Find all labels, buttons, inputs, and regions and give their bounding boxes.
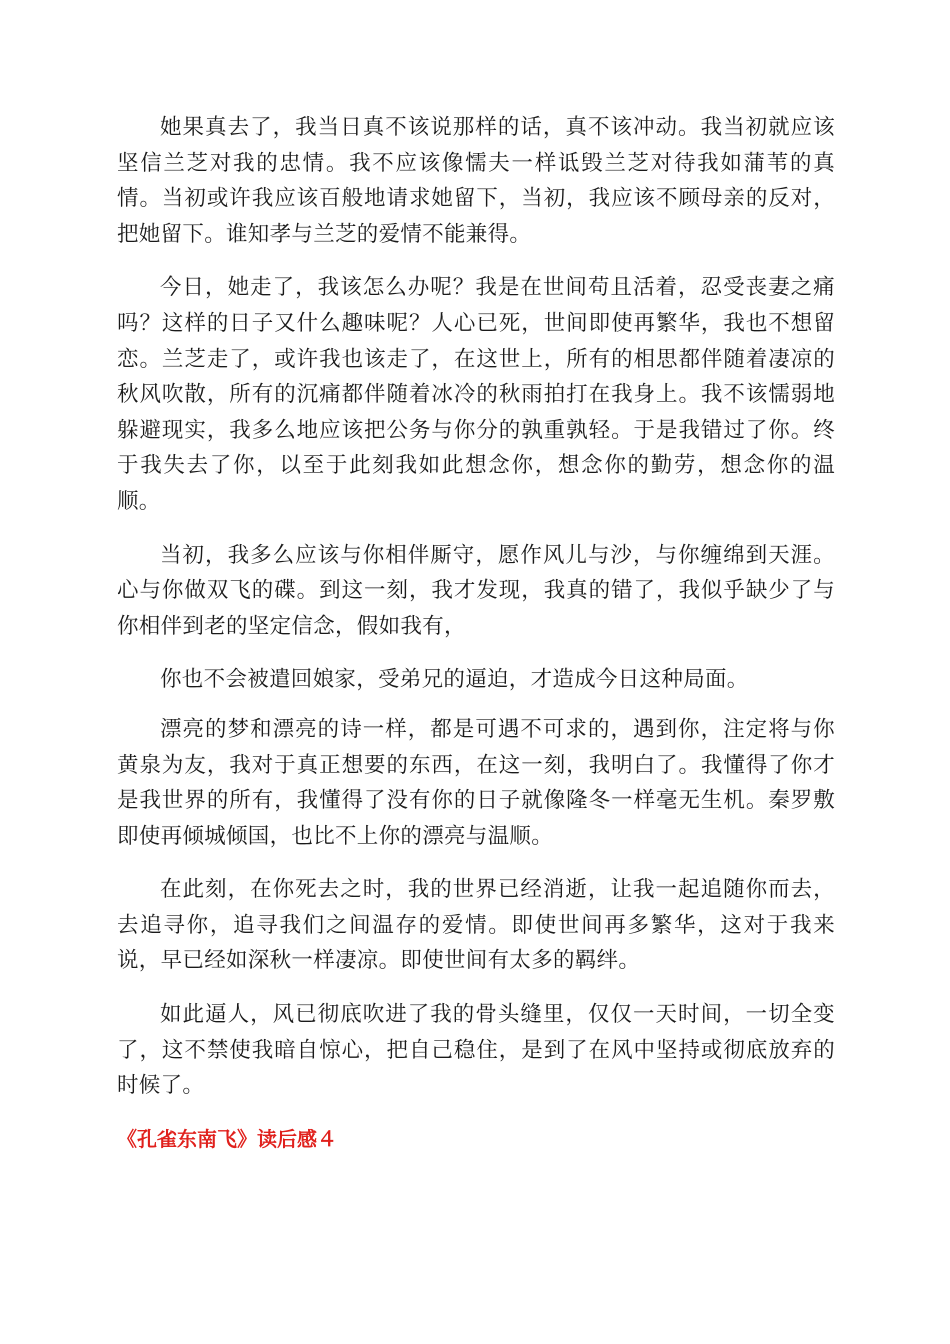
paragraph-2: 今日，她走了，我该怎么办呢？我是在世间苟且活着，忍受丧妻之痛吗？这样的日子又什么趣味呢？人心已死，世间即使再繁华，我也不想留恋。兰芝走了，或许我也该走了，在这世上，所有的相思都伴随着凄凉的秋风吹散，所有的沉痛都伴随着冰冷的秋雨拍打在我身上。我不该懦弱地躲避现实，我多么地应该把公务与你分的孰重孰轻。于是我错过了你。终于我失去了你，以至于此刻我如此想念你，想念你的勤劳，想念你的温顺。 [117,275,835,514]
document-page [117,110,835,1156]
paragraph-1: 她果真去了，我当日真不该说那样的话，真不该冲动。我当初就应该坚信兰芝对我的忠情。我不应该像懦夫一样诋毁兰芝对待我如蒲苇的真情。当初或许我应该百般地请求她留下，当初，我应该不顾母亲的反对，把她留下。谁知孝与兰芝的爱情不能兼得。 [117,115,835,247]
paragraph-5: 漂亮的梦和漂亮的诗一样，都是可遇不可求的，遇到你，注定将与你黄泉为友，我对于真正想要的东西，在这一刻，我明白了。我懂得了你才是我世界的所有，我懂得了没有你的日子就像隆冬一样毫无生机。秦罗敷即使再倾城倾国，也比不上你的漂亮与温顺。 [117,716,835,849]
paragraph-4: 你也不会被遣回娘家，受弟兄的逼迫，才造成今日这种局面。 [160,667,749,693]
paragraph-6: 在此刻，在你死去之时，我的世界已经消逝，让我一起追随你而去，去追寻你，追寻我们之间温存的爱情。即使世间再多繁华，这对于我来说，早已经如深秋一样凄凉。即使世间有太多的羁绊。 [117,877,835,974]
paragraph-7: 如此逼人，风已彻底吹进了我的骨头缝里，仅仅一天时间，一切全变了，这不禁使我暗自惊心，把自己稳住，是到了在风中坚持或彻底放弃的时候了。 [117,1002,835,1099]
paragraph-3: 当初，我多么应该与你相伴厮守，愿作风儿与沙，与你缠绵到天涯。心与你做双飞的碟。到这一刻，我才发现，我真的错了，我似乎缺少了与你相伴到老的坚定信念，假如我有， [117,542,835,639]
section-heading: 《孔雀东南飞》读后感４ [117,1126,337,1151]
